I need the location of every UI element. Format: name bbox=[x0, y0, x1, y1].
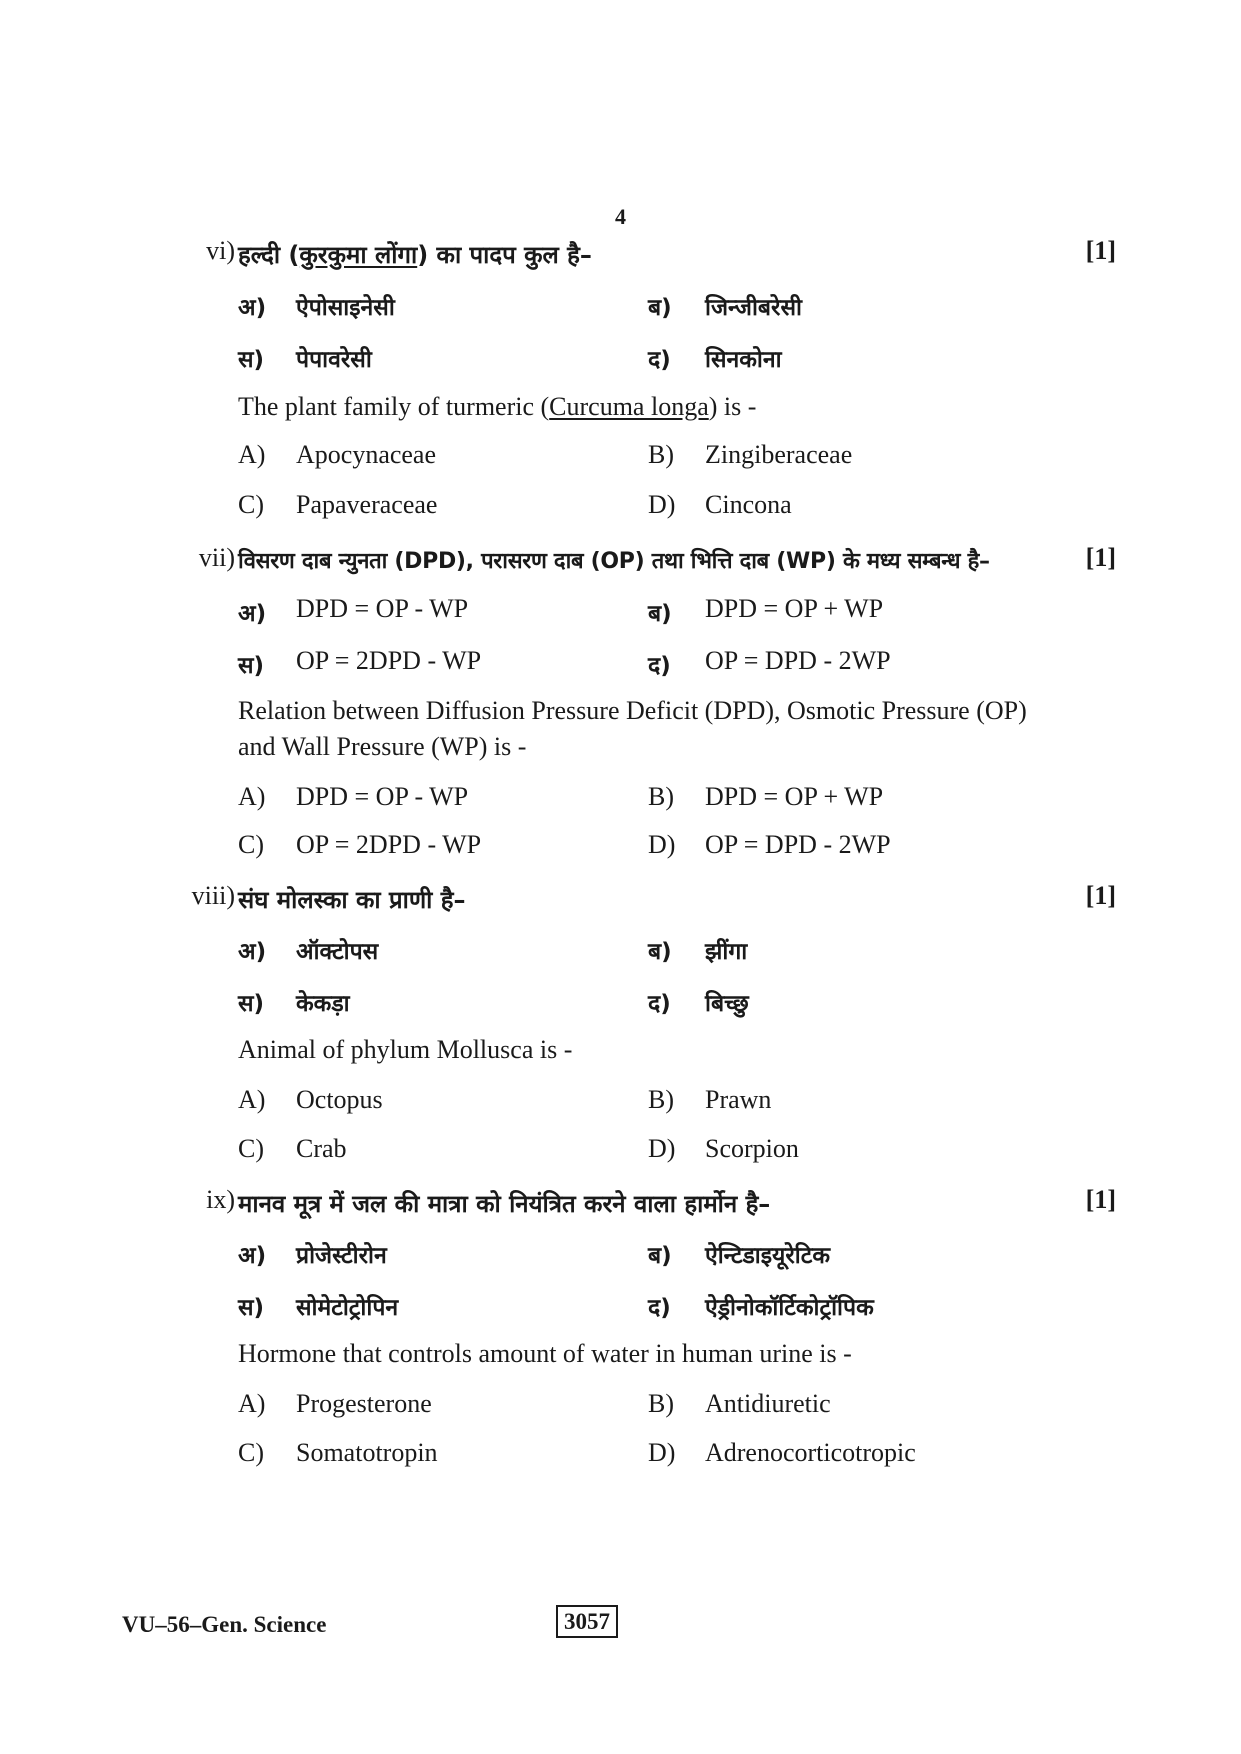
option-text: प्रोजेस्टीरोन bbox=[296, 1243, 387, 1269]
question-text-hindi: मानव मूत्र में जल की मात्रा को नियंत्रित करने वाला हार्मोन है– bbox=[238, 1190, 771, 1218]
option-label: द) bbox=[648, 991, 671, 1017]
option-label: C) bbox=[238, 1438, 264, 1467]
option-label: स) bbox=[238, 1295, 265, 1321]
question-number: ix) bbox=[206, 1185, 235, 1214]
option-label: A) bbox=[238, 1389, 266, 1418]
question-text-hindi: विसरण दाब न्युनता (DPD), परासरण दाब (OP) तथा भित्ति दाब (WP) के मध्य सम्बन्ध है– bbox=[238, 549, 990, 574]
option-text: Zingiberaceae bbox=[705, 440, 853, 469]
footer-code-box: 3057 bbox=[556, 1605, 618, 1638]
question-number: vii) bbox=[198, 543, 235, 572]
option-text: झींगा bbox=[705, 939, 748, 965]
question-text-hindi: संघ मोलस्का का प्राणी है– bbox=[238, 886, 466, 914]
option-text: Crab bbox=[296, 1134, 347, 1163]
option-text: DPD = OP - WP bbox=[296, 782, 469, 811]
option-text: ऐपोसाइनेसी bbox=[296, 295, 395, 321]
option-text: OP = 2DPD - WP bbox=[296, 830, 482, 859]
option-label: B) bbox=[648, 1085, 674, 1114]
question-number: vi) bbox=[206, 236, 235, 265]
option-text: OP = DPD - 2WP bbox=[705, 646, 891, 675]
option-text: Cincona bbox=[705, 490, 792, 519]
option-label: D) bbox=[648, 1438, 676, 1467]
option-label: A) bbox=[238, 1085, 266, 1114]
option-text: Adrenocorticotropic bbox=[705, 1438, 916, 1467]
question-number: viii) bbox=[191, 881, 235, 910]
footer-paper-title: VU–56–Gen. Science bbox=[122, 1612, 327, 1637]
option-label: B) bbox=[648, 782, 674, 811]
option-label: अ) bbox=[238, 295, 267, 321]
option-text: DPD = OP + WP bbox=[705, 782, 884, 811]
option-label: D) bbox=[648, 490, 676, 519]
option-text: केकड़ा bbox=[296, 991, 350, 1017]
option-label: A) bbox=[238, 782, 266, 811]
option-text: पेपावरेसी bbox=[296, 347, 372, 373]
page-number: 4 bbox=[615, 204, 626, 229]
option-label: द) bbox=[648, 347, 671, 373]
question-text-english: and Wall Pressure (WP) is - bbox=[238, 732, 527, 761]
option-label: अ) bbox=[238, 601, 267, 627]
option-label: द) bbox=[648, 653, 671, 679]
option-label: D) bbox=[648, 830, 676, 859]
option-label: स) bbox=[238, 653, 265, 679]
option-text: बिच्छु bbox=[705, 991, 749, 1017]
question-text-english: Animal of phylum Mollusca is - bbox=[238, 1035, 573, 1064]
option-text: सोमेटोट्रोपिन bbox=[296, 1295, 399, 1321]
option-text: DPD = OP - WP bbox=[296, 594, 469, 623]
question-marks: [1] bbox=[1085, 543, 1116, 572]
option-text: OP = DPD - 2WP bbox=[705, 830, 891, 859]
option-label: अ) bbox=[238, 939, 267, 965]
option-label: B) bbox=[648, 1389, 674, 1418]
question-marks: [1] bbox=[1085, 1185, 1116, 1214]
option-label: C) bbox=[238, 830, 264, 859]
question-marks: [1] bbox=[1085, 881, 1116, 910]
option-label: D) bbox=[648, 1134, 676, 1163]
question-text-hindi: हल्दी (कुरकुमा लोंगा) का पादप कुल है– bbox=[238, 241, 592, 269]
option-text: ऐन्टिडाइयूरेटिक bbox=[705, 1243, 831, 1269]
option-label: द) bbox=[648, 1295, 671, 1321]
option-label: ब) bbox=[648, 1243, 672, 1269]
option-text: Scorpion bbox=[705, 1134, 799, 1163]
option-text: Papaveraceae bbox=[296, 490, 438, 519]
option-label: ब) bbox=[648, 939, 672, 965]
option-text: OP = 2DPD - WP bbox=[296, 646, 482, 675]
option-text: ऑक्टोपस bbox=[296, 939, 379, 965]
option-label: ब) bbox=[648, 295, 672, 321]
option-text: Octopus bbox=[296, 1085, 383, 1114]
option-text: Prawn bbox=[705, 1085, 772, 1114]
option-label: स) bbox=[238, 991, 265, 1017]
question-text-english: Hormone that controls amount of water in human urine is - bbox=[238, 1339, 852, 1368]
option-label: C) bbox=[238, 490, 264, 519]
option-text: सिनकोना bbox=[705, 347, 782, 373]
option-text: जिन्जीबरेसी bbox=[705, 295, 802, 321]
option-text: ऐड्रीनोकॉर्टिकोट्रॉपिक bbox=[705, 1295, 874, 1321]
option-text: Progesterone bbox=[296, 1389, 432, 1418]
option-text: Somatotropin bbox=[296, 1438, 438, 1467]
option-text: DPD = OP + WP bbox=[705, 594, 884, 623]
option-label: स) bbox=[238, 347, 265, 373]
option-label: A) bbox=[238, 440, 266, 469]
option-text: Antidiuretic bbox=[705, 1389, 831, 1418]
option-label: ब) bbox=[648, 601, 672, 627]
question-text-english: The plant family of turmeric (Curcuma longa) is - bbox=[238, 392, 757, 421]
question-text-english: Relation between Diffusion Pressure Deficit (DPD), Osmotic Pressure (OP) bbox=[238, 696, 1027, 725]
question-marks: [1] bbox=[1085, 236, 1116, 265]
option-label: अ) bbox=[238, 1243, 267, 1269]
option-label: B) bbox=[648, 440, 674, 469]
option-label: C) bbox=[238, 1134, 264, 1163]
option-text: Apocynaceae bbox=[296, 440, 437, 469]
